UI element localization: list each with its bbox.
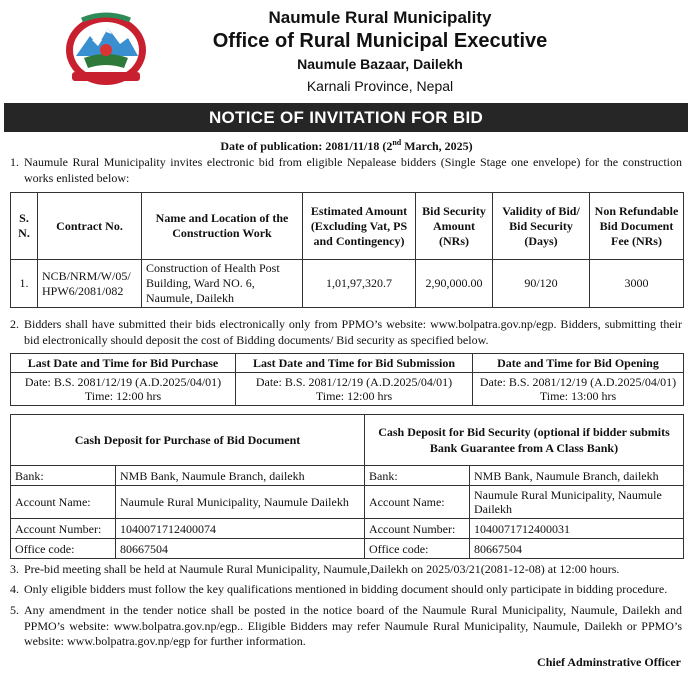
col-document-fee: Non Refundable Bid Document Fee (NRs) [590, 193, 684, 260]
col-contract-no: Contract No. [38, 193, 142, 260]
paragraph-5 [10, 603, 682, 650]
cell-validity: 90/120 [493, 260, 590, 308]
office-code-value: 80667504 [116, 539, 365, 559]
works-table [10, 192, 684, 308]
paragraph-3 [10, 562, 682, 578]
publication-date-suffix: March, 2025) [401, 139, 473, 153]
office-name: Office of Rural Municipal Executive [212, 30, 548, 52]
office-code-label: Office code: [11, 539, 116, 559]
cell-sn: 1. [11, 260, 38, 308]
col-bid-security: Bid Security Amount (NRs) [416, 193, 493, 260]
account-name-label: Account Name: [11, 486, 116, 519]
col-bid-submission: Last Date and Time for Bid Submission [236, 354, 473, 373]
paragraph-text: Any amendment in the tender notice shall be posted in the notice board of the Naumule Rural Municipality, Naumule, Dailekh and PPMO’s website: www.bolpatra.gov.np/egp.. Eligible Bidders may refer Naumule Rural Municipality, Naumule, Dailekh or PPMO’s website: www.bolpatra.gov.np/egp for further information. [24, 603, 682, 648]
account-number-label: Account Number: [11, 519, 116, 539]
bank-label: Bank: [365, 466, 470, 486]
paragraph-1 [10, 155, 682, 186]
signature-title: Chief Adminstrative Officer [537, 655, 681, 669]
cell-contract-no: NCB/NRM/W/05/ HPW6/2081/082 [38, 260, 142, 308]
col-bid-opening: Date and Time for Bid Opening [473, 354, 684, 373]
purchase-time: Time: 12:00 hrs [84, 389, 162, 403]
paragraph-number: 3. [10, 562, 19, 576]
account-name-value: Naumule Rural Municipality, Naumule Dailekh [470, 486, 684, 519]
bank-value: NMB Bank, Naumule Branch, dailekh [470, 466, 684, 486]
paragraph-number: 5. [10, 603, 19, 617]
cell-opening-date [473, 373, 684, 406]
col-bid-purchase: Last Date and Time for Bid Purchase [11, 354, 236, 373]
paragraph-4 [10, 582, 682, 598]
table-row [11, 519, 684, 539]
cell-purchase-date [11, 373, 236, 406]
office-code-value: 80667504 [470, 539, 684, 559]
paragraph-number: 2. [10, 317, 19, 331]
paragraph-number: 1. [10, 155, 19, 169]
account-number-value: 1040071712400074 [116, 519, 365, 539]
municipality-name: Naumule Rural Municipality [268, 8, 492, 27]
paragraph-text: Bidders shall have submitted their bids electronically only from PPMO’s website: www.bolpatra.gov.np/egp. Bidders, submitting their bid electronically should deposit the cost of Bidding documents/ Bid security as specified below. [24, 317, 682, 347]
account-number-value: 1040071712400031 [470, 519, 684, 539]
table-row [11, 373, 684, 406]
paragraph-text: Naumule Rural Municipality invites electronic bid from eligible Nepalease bidders (Single Stage one envelope) for the construction works enlisted below: [24, 155, 682, 185]
table-row [11, 539, 684, 559]
notice-title: NOTICE OF INVITATION FOR BID [4, 103, 688, 132]
purchase-date: Date: B.S. 2081/12/19 (A.D.2025/04/01) [24, 375, 222, 389]
province-name: Karnali Province, Nepal [306, 78, 454, 94]
account-name-label: Account Name: [365, 486, 470, 519]
bank-value: NMB Bank, Naumule Branch, dailekh [116, 466, 365, 486]
table-row [11, 260, 684, 308]
cell-submission-date [236, 373, 473, 406]
bank-label: Bank: [11, 466, 116, 486]
cell-bid-security: 2,90,000.00 [416, 260, 493, 308]
account-name-value: Naumule Rural Municipality, Naumule Dailekh [116, 486, 365, 519]
table-row [11, 466, 684, 486]
paragraph-number: 4. [10, 582, 19, 596]
col-work-name: Name and Location of the Construction Work [142, 193, 303, 260]
paragraph-text: Only eligible bidders must follow the key qualifications mentioned in bidding document should only participate in bidding procedure. [24, 582, 668, 596]
publication-date [0, 138, 693, 154]
col-sn: S. N. [11, 193, 38, 260]
dates-table [10, 353, 684, 406]
submission-date: Date: B.S. 2081/12/19 (A.D.2025/04/01) [255, 375, 453, 389]
cell-work-name: Construction of Health Post Building, Ward NO. 6, Naumule, Dailekh [142, 260, 303, 308]
purchase-deposit-heading: Cash Deposit for Purchase of Bid Document [11, 415, 365, 466]
col-validity: Validity of Bid/ Bid Security (Days) [493, 193, 590, 260]
col-estimated-amount: Estimated Amount (Excluding Vat, PS and Contingency) [303, 193, 416, 260]
bank-table-header [11, 415, 684, 466]
table-row [11, 486, 684, 519]
paragraph-text: Pre-bid meeting shall be held at Naumule Rural Municipality, Naumule,Dailekh on 2025/03/21(2081-12-08) at 12:00 hours. [24, 562, 620, 576]
works-table-header [11, 193, 684, 260]
dates-table-header [11, 354, 684, 373]
bank-table [10, 414, 684, 559]
cell-estimated-amount: 1,01,97,320.7 [303, 260, 416, 308]
opening-time: Time: 13:00 hrs [539, 389, 617, 403]
paragraph-2 [10, 317, 682, 348]
opening-date: Date: B.S. 2081/12/19 (A.D.2025/04/01) [479, 375, 677, 389]
letterhead [0, 0, 693, 103]
publication-date-prefix: Date of publication: 2081/11/18 (2 [220, 139, 393, 153]
account-number-label: Account Number: [365, 519, 470, 539]
publication-date-sup: nd [392, 138, 402, 147]
nepal-emblem-icon [62, 10, 150, 88]
cell-document-fee: 3000 [590, 260, 684, 308]
security-deposit-heading: Cash Deposit for Bid Security (optional if bidder submits Bank Guarantee from A Class Bank) [365, 415, 684, 466]
office-code-label: Office code: [365, 539, 470, 559]
office-address: Naumule Bazaar, Dailekh [297, 56, 463, 72]
submission-time: Time: 12:00 hrs [315, 389, 393, 403]
